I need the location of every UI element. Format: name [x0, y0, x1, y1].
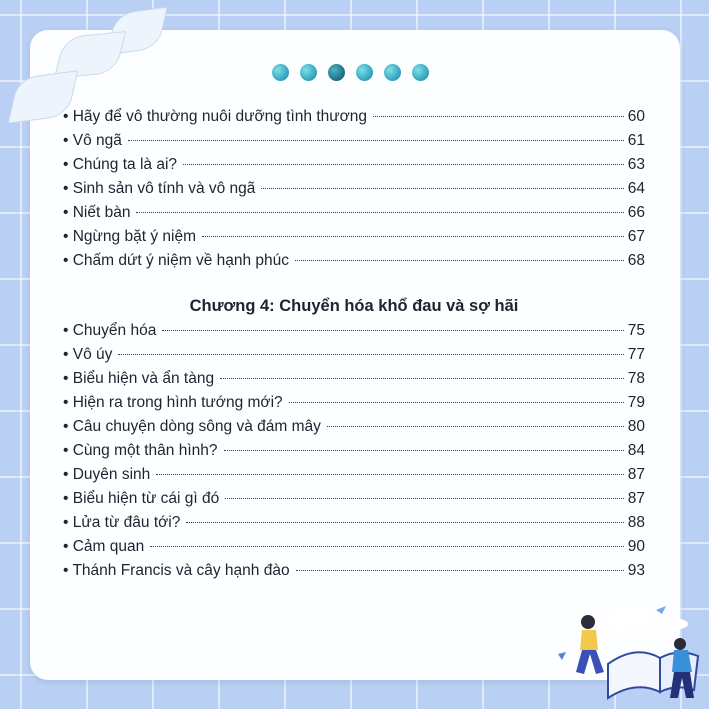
dot-icon: [272, 64, 289, 81]
dot-leader: [202, 236, 624, 237]
toc-entry: [63, 204, 645, 228]
toc-entry-page-number: 78: [627, 370, 645, 387]
toc-entry: [63, 370, 645, 394]
toc-entry: [63, 132, 645, 156]
cloud-icon: [606, 615, 630, 629]
toc-entry-title: • Duyên sinh: [63, 466, 151, 483]
dot-icon: [384, 64, 401, 81]
table-of-contents: [63, 108, 645, 586]
toc-entry-page-number: 88: [627, 514, 645, 531]
toc-entry: [63, 418, 645, 442]
dot-leader: [183, 164, 624, 165]
toc-entry: [63, 442, 645, 466]
toc-section-chapter-4: [63, 322, 645, 586]
dot-leader: [186, 522, 623, 523]
paper-plane-icon: [656, 606, 666, 614]
toc-entry: [63, 322, 645, 346]
toc-entry: [63, 562, 645, 586]
toc-entry: [63, 180, 645, 204]
open-book-icon: [608, 652, 660, 698]
toc-entry-title: • Chúng ta là ai?: [63, 156, 178, 173]
toc-entry-title: • Niết bàn: [63, 204, 131, 221]
dot-icon: [412, 64, 429, 81]
dot-leader: [373, 116, 624, 117]
toc-entry: [63, 514, 645, 538]
dot-icon: [300, 64, 317, 81]
toc-entry-title: • Hiện ra trong hình tướng mới?: [63, 394, 283, 411]
toc-entry: [63, 228, 645, 252]
toc-entry-page-number: 79: [627, 394, 645, 411]
toc-entry-title: • Lửa từ đâu tới?: [63, 514, 181, 531]
toc-entry-title: • Ngừng bặt ý niệm: [63, 228, 196, 245]
toc-entry-page-number: 66: [627, 204, 645, 221]
toc-entry-page-number: 63: [627, 156, 645, 173]
toc-entry-title: • Vô ngã: [63, 132, 122, 149]
toc-entry-page-number: 64: [627, 180, 645, 197]
toc-entry: [63, 490, 645, 514]
toc-entry-page-number: 93: [627, 562, 645, 579]
toc-entry-title: • Biểu hiện và ẩn tàng: [63, 370, 215, 387]
toc-entry-title: • Thánh Francis và cây hạnh đào: [63, 562, 290, 579]
dot-leader: [295, 260, 624, 261]
toc-entry-page-number: 61: [627, 132, 645, 149]
toc-entry-title: • Biểu hiện từ cái gì đó: [63, 490, 220, 507]
dot-leader: [162, 330, 623, 331]
toc-section-previous: [63, 108, 645, 276]
toc-entry-title: • Câu chuyện dòng sông và đám mây: [63, 418, 321, 435]
dot-icon: [356, 64, 373, 81]
toc-entry: [63, 538, 645, 562]
dot-leader: [224, 450, 624, 451]
toc-entry-title: • Cùng một thân hình?: [63, 442, 218, 459]
dot-leader: [296, 570, 624, 571]
toc-entry-page-number: 60: [627, 108, 645, 125]
paper-plane-icon: [558, 652, 566, 660]
decorative-dots: [272, 64, 429, 81]
cloud-icon: [668, 619, 688, 629]
person-head-icon: [674, 638, 686, 650]
reading-people-illustration: [548, 594, 708, 709]
dot-leader: [261, 188, 623, 189]
toc-entry-page-number: 80: [627, 418, 645, 435]
dot-leader: [156, 474, 623, 475]
dot-leader: [150, 546, 624, 547]
dot-leader: [327, 426, 624, 427]
toc-entry-page-number: 75: [627, 322, 645, 339]
toc-entry-title: • Vô úy: [63, 346, 113, 363]
toc-entry-page-number: 87: [627, 466, 645, 483]
toc-entry: [63, 346, 645, 370]
dot-leader: [128, 140, 624, 141]
toc-entry-page-number: 90: [627, 538, 645, 555]
dot-leader: [118, 354, 623, 355]
toc-entry: [63, 466, 645, 490]
person-head-icon: [581, 615, 595, 629]
person-body-icon: [580, 630, 598, 650]
toc-entry-page-number: 84: [627, 442, 645, 459]
toc-entry: [63, 156, 645, 180]
dot-leader: [225, 498, 623, 499]
toc-entry-page-number: 87: [627, 490, 645, 507]
toc-entry: [63, 108, 645, 132]
toc-entry-title: • Chấm dứt ý niệm về hạnh phúc: [63, 252, 290, 269]
dot-leader: [289, 402, 624, 403]
dot-icon: [328, 64, 345, 81]
dot-leader: [220, 378, 624, 379]
toc-entry-title: • Hãy để vô thường nuôi dưỡng tình thương: [63, 108, 368, 125]
dot-leader: [136, 212, 623, 213]
toc-entry: [63, 394, 645, 418]
toc-entry-page-number: 67: [627, 228, 645, 245]
person-legs-icon: [576, 650, 604, 674]
toc-entry-title: • Chuyển hóa: [63, 322, 157, 339]
chapter-title: Chương 4: Chuyển hóa khổ đau và sợ hãi: [189, 297, 519, 315]
toc-entry-page-number: 77: [627, 346, 645, 363]
toc-entry-title: • Sinh sản vô tính và vô ngã: [63, 180, 256, 197]
toc-entry: [63, 252, 645, 276]
toc-entry-page-number: 68: [627, 252, 645, 269]
toc-entry-title: • Cảm quan: [63, 538, 145, 555]
